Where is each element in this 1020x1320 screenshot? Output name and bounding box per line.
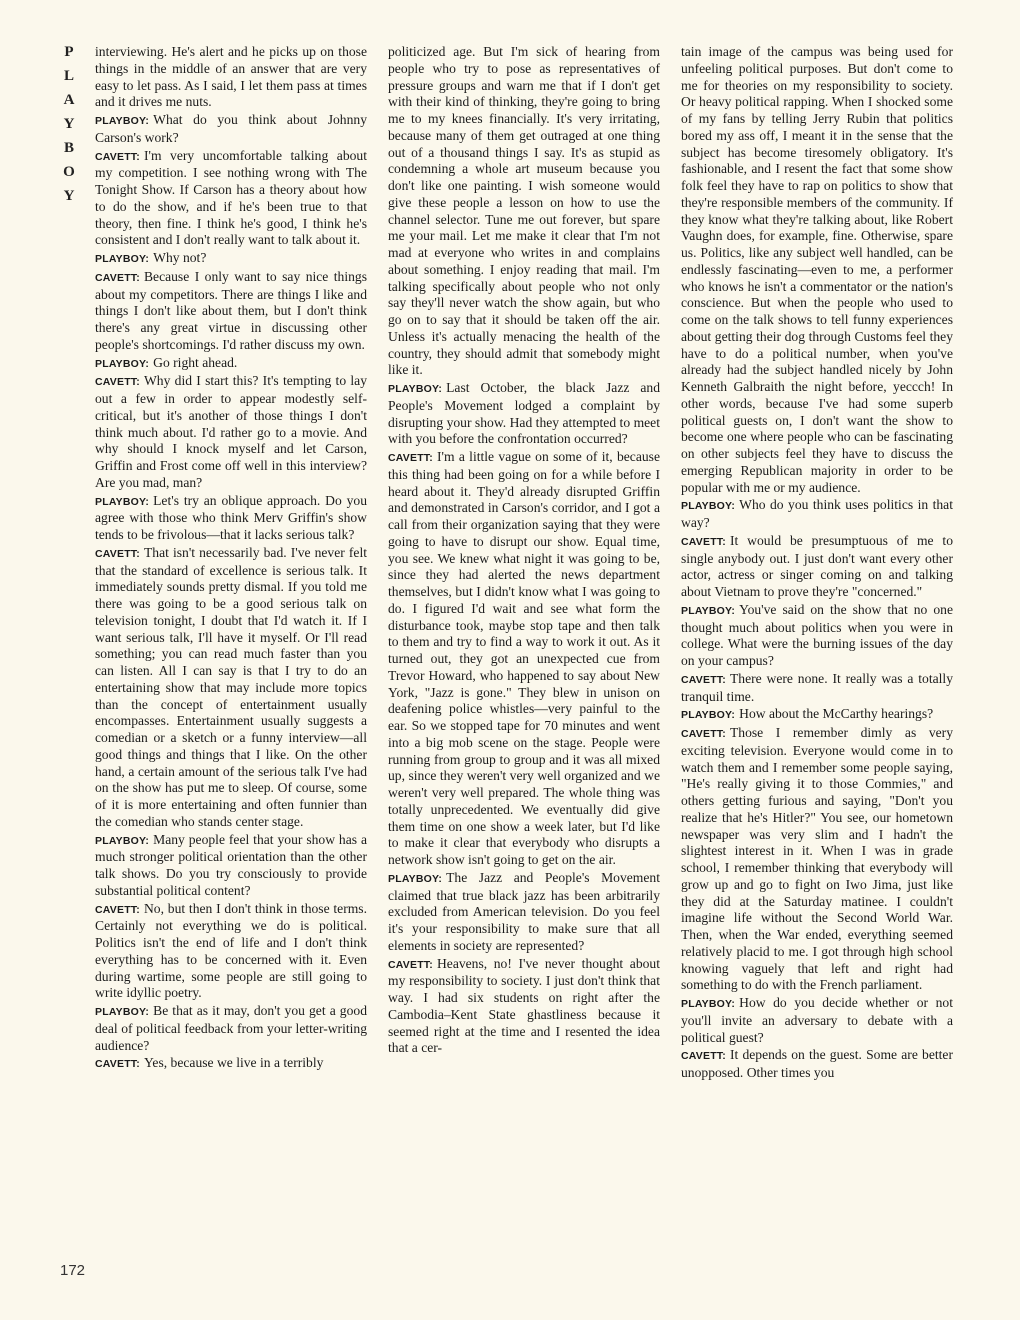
- page-number: 172: [60, 1262, 86, 1279]
- interview-paragraph: [681, 995, 953, 1046]
- interview-paragraph: [95, 269, 367, 354]
- interview-paragraph: [95, 373, 367, 491]
- masthead-letter: Y: [63, 188, 75, 204]
- interview-paragraph: [681, 497, 953, 532]
- speaker-label: PLAYBOY:: [681, 709, 736, 722]
- interview-paragraph: [95, 112, 367, 147]
- masthead-letter: A: [63, 92, 75, 108]
- interview-paragraph: [681, 602, 953, 670]
- interview-paragraph: [388, 380, 660, 448]
- speaker-label: PLAYBOY:: [95, 253, 150, 265]
- speaker-label: CAVETT:: [681, 673, 726, 686]
- paragraph-text: That isn't necessarily bad. I've never felt that the standard of excellence is serious talk. It immediately sounds pretty dismal. If you told me there was going to be a good serious talk on television tonight, I doubt that I'd watch it. If I want serious talk, I'll have it myself. Or I'll read something; you can read much faster than you can listen. All I can say is that I try to do an entertaining show that may include more topics than the concept of entertainment usually encompasses. Entertainment usually suggests a comedian or a sketch or a funny interview—all good things and things that I like. On the other hand, a certain amount of the serious talk I've had on the show has put me to sleep. Of course, some of it is more entertaining and often funnier than the comedian who stands center stage.: [95, 544, 367, 829]
- paragraph-text: Why not?: [153, 250, 207, 265]
- paragraph-text: No, but then I don't think in those terms. Certainly not everything we do is political. Politics isn't the end of life and I don't think everything has to be concerned with it. Even during wartime, some people are still going to write idyllic poetry.: [95, 900, 367, 1001]
- interview-paragraph: [681, 706, 953, 724]
- speaker-label: CAVETT:: [388, 452, 433, 464]
- speaker-label: CAVETT:: [95, 376, 140, 389]
- paragraph-text: I'm a little vague on some of it, because this thing had been going on for a while before I heard about it. They'd already disrupted Griffin and demonstrated in Carson's corridor, and I got a call from their organization saying that they were going to have to disrupt our show. Equal time, you see. We knew what night it was going to be, since they had alerted the news department themselves, but I didn't know what I was going to do. I figured I'd wait and see what form the disturbance took, maybe stop tape and then talk to them and try to find a way to work it out. As it turned out, they got an unexpected cue from Trevor Howard, who happened to say about New York, "Jazz is gone." They blew in unison on deafening police whistles—very painful to the ear. So we stopped tape for 70 minutes and went into a big mob scene on the stage. People were running from group to group and it was all mixed up, since they weren't very well organized and we weren't very well prepared. The whole thing was totally unprecedented. We eventually did give them time on one show a week later, but I'd like to make it clear that everybody who disrupts a network show isn't going to get on the air.: [388, 449, 660, 867]
- masthead-letter: O: [63, 164, 75, 180]
- speaker-label: CAVETT:: [95, 150, 140, 163]
- interview-paragraph: [388, 870, 660, 955]
- paragraph-text: Go right ahead.: [153, 354, 238, 370]
- interview-paragraph: [95, 545, 367, 831]
- speaker-label: PLAYBOY:: [95, 115, 150, 127]
- speaker-label: PLAYBOY:: [95, 357, 150, 370]
- paragraph-text: It would be presumptuous of me to single anybody out. I just don't want every other actor, actress or singer coming on and talking about Vietnam to prove they're "concerned.": [681, 532, 953, 599]
- paragraph-text: Who do you think uses politics in that way?: [681, 497, 953, 530]
- paragraph-text: What do you think about Johnny Carson's work?: [95, 112, 367, 145]
- interview-paragraph: [681, 725, 953, 994]
- paragraph-text: The Jazz and People's Movement claimed that true black jazz has been arbitrarily excluded from American television. Do you feel it's your responsibility to make sure that all elements in society are represented?: [388, 869, 660, 953]
- text-column-1: [95, 44, 367, 1074]
- speaker-label: PLAYBOY:: [681, 998, 736, 1010]
- masthead-letter: B: [63, 140, 74, 156]
- speaker-label: PLAYBOY:: [388, 872, 443, 885]
- paragraph-text: Many people feel that your show has a much stronger political orientation than the other talk shows. Do you try consciously to provide substantial political content?: [95, 831, 367, 898]
- interview-paragraph: [95, 1055, 367, 1073]
- paragraph-text: Those I remember dimly as very exciting television. Everyone would come in to watch them and I remember some people saying, "He's really giving it to those Commies," and others getting furious and saying, "Don't you realize that he's Hitler?" You see, our hometown newspaper was very slim and I hadn't the slightest interest in it. When I was in grade school, I remember thinking that everybody will grow up and go to fight on Iwo Jima, just like they did at the Saturday matinee. I couldn't imagine life without the Second World War. Then, when the War ended, everything seemed relatively placid to me. I got through high school knowing vaguely that left and right had something to do with the French parliament.: [681, 725, 953, 993]
- interview-paragraph: [95, 250, 367, 268]
- paragraph-text: Let's try an oblique approach. Do you agree with those who think Merv Griffin's show tends to be frivolous—that it lacks serious talk?: [95, 492, 367, 542]
- speaker-label: PLAYBOY:: [95, 1006, 150, 1018]
- masthead-letter: P: [64, 44, 74, 60]
- interview-paragraph: [95, 355, 367, 373]
- interview-paragraph: [95, 148, 367, 250]
- speaker-label: PLAYBOY:: [95, 834, 150, 847]
- paragraph-text: Because I only want to say nice things about my competitors. There are things I like and things I don't like about them, but I don't think there's any great virtue in discussing other people's shortcomings. I'd rather discuss my own.: [95, 268, 367, 352]
- masthead: [60, 40, 78, 208]
- interview-paragraph: [388, 449, 660, 869]
- paragraph-text: Yes, because we live in a terribly: [143, 1055, 324, 1071]
- speaker-label: CAVETT:: [681, 728, 726, 740]
- paragraph-text: tain image of the campus was being used for unfeeling political purposes. But don't come to me for theories on my responsibility to society. Or heavy political rapping. When I shocked some of my fans by telling Jerry Rubin that politics bored my ass off, I meant it in the sense that the subject has become tiresomely obligatory. It's fashionable, and I resent the fact that some show folk feel they have to rap on politics to show that they're responsible members of the community. If they know what they're talking about, like Robert Vaughn does, for example, fine. Otherwise, spare us. Politics, like any subject well handled, can be endlessly fascinating—even to me, a performer who knows he isn't a commentator or the nation's conscience. But when the people who used to come on the talk shows to tell funny experiences about getting their dog through Customs feel they have to do a political number, when you've already had the subject handled nicely by John Kenneth Galbraith the night before, yeccch! In other words, because I've had some superb political guests on, I don't want the show to become one where people who can be fascinating on other subjects feel they have to discuss the emerging Republican majority in order to be popular with me or my audience.: [681, 44, 953, 495]
- paragraph-text: interviewing. He's alert and he picks up on those things in the middle of an answer that are very easy to let pass. As I said, I let them pass at times and it drives me nuts.: [95, 44, 367, 110]
- speaker-label: CAVETT:: [95, 1058, 140, 1071]
- paragraph-text: How about the McCarthy hearings?: [739, 706, 934, 722]
- interview-paragraph: [681, 1047, 953, 1082]
- interview-paragraph: [388, 44, 660, 379]
- speaker-label: CAVETT:: [388, 958, 433, 971]
- interview-paragraph: [95, 493, 367, 544]
- text-column-3: [681, 44, 953, 1083]
- interview-paragraph: [95, 44, 367, 111]
- speaker-label: CAVETT:: [95, 271, 140, 284]
- paragraph-text: You've said on the show that no one thought much about politics when you were in college. What were the burning issues of the day on your campus?: [681, 601, 953, 668]
- text-column-2: [388, 44, 660, 1058]
- paragraph-text: I'm very uncomfortable talking about my competition. I see nothing wrong with The Tonight Show. If Carson has a theory about how to do the show, and if he's been true to that theory, then fine. I think he's good, I think he's consistent and I don't really want to talk about it.: [95, 147, 367, 248]
- speaker-label: CAVETT:: [95, 547, 140, 560]
- paragraph-text: There were none. It really was a totally tranquil time.: [681, 670, 953, 704]
- interview-paragraph: [681, 671, 953, 706]
- interview-paragraph: [95, 1003, 367, 1054]
- speaker-label: PLAYBOY:: [95, 495, 150, 508]
- speaker-label: CAVETT:: [681, 1050, 726, 1063]
- paragraph-text: Why did I start this? It's tempting to lay out a few in order to appear modestly self-critical, but it's another of those things I don't think much about. I'd rather go to a movie. And why should I knock myself and let Carson, Griffin and Frost come off well in this interview? Are you mad, man?: [95, 373, 367, 490]
- paragraph-text: politicized age. But I'm sick of hearing from people who try to pose as representatives of pressure groups and warn me that if I don't get with their kind of thinking, they're going to bring me to my knees financially. It's very irritating, because many of them get outraged at one thing out of a thousand things I say. It's as stupid as condemning a whole art museum because you don't like one painting. I wish someone would give these people a lesson on how to use the channel selector. Tune me out forever, but spare me your mail. Let me make it clear that I'm not mad at everyone who writes in and complains about something. I enjoy reading that mail. I'm talking specifically about people who not only say they'll never watch the show again, but who go on to say that it should be taken off the air. Unless it's actually menacing the health of the country, they should admit that somebody might like it.: [388, 44, 660, 378]
- speaker-label: PLAYBOY:: [388, 383, 443, 395]
- interview-paragraph: [681, 533, 953, 601]
- masthead-letter: L: [63, 68, 74, 84]
- paragraph-text: Be that as it may, don't you get a good deal of political feedback from your letter-writing audience?: [95, 1003, 367, 1053]
- paragraph-text: How do you decide whether or not you'll invite an adversary to debate with a political guest?: [681, 995, 953, 1045]
- paragraph-text: Last October, the black Jazz and People's Movement lodged a complaint by disrupting your show. Had they attempted to meet with you before the confrontation occurred?: [388, 380, 660, 447]
- paragraph-text: It depends on the guest. Some are better unopposed. Other times you: [681, 1047, 953, 1080]
- speaker-label: PLAYBOY:: [681, 604, 736, 617]
- interview-paragraph: [95, 901, 367, 1003]
- masthead-letter: Y: [63, 116, 75, 132]
- paragraph-text: Heavens, no! I've never thought about my responsibility to society. I just don't think that way. I had six students on right after the Cambodia–Kent State ghastliness because it seemed right at the time and I resented the idea that a cer-: [388, 955, 660, 1056]
- speaker-label: CAVETT:: [681, 535, 726, 548]
- interview-paragraph: [681, 44, 953, 496]
- interview-paragraph: [388, 956, 660, 1058]
- speaker-label: CAVETT:: [95, 903, 140, 916]
- speaker-label: PLAYBOY:: [681, 500, 736, 513]
- interview-paragraph: [95, 832, 367, 900]
